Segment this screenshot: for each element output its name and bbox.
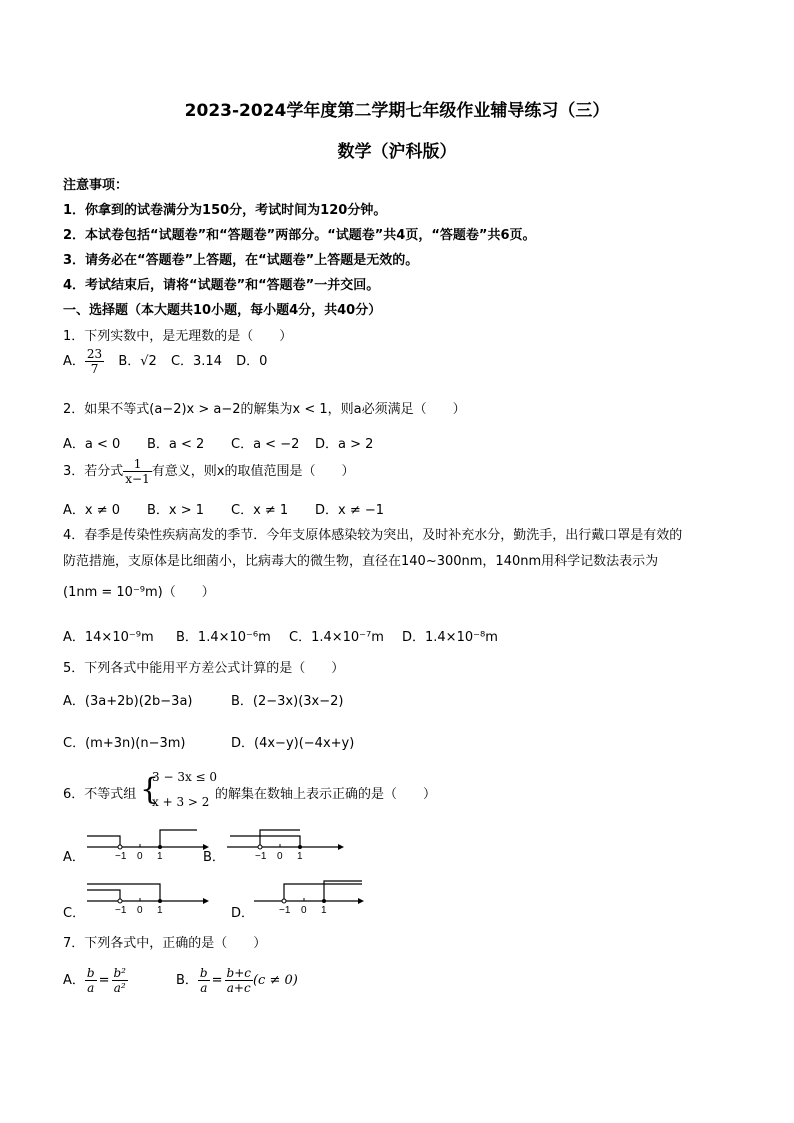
section-heading: 一、选择题（本大题共10小题，每小题4分，共40分）	[63, 303, 382, 318]
notice-item-3: 3．请务必在“答题卷”上答题，在“试题卷”上答题是无效的。	[63, 253, 419, 268]
q2-option-a: A．a < 0	[63, 437, 121, 452]
q6-a-tick-0: 0	[137, 851, 143, 862]
q6-brace: {	[140, 772, 160, 807]
q3-option-a: A．x ≠ 0	[63, 503, 121, 518]
q6-d-tick-0: 0	[301, 905, 307, 916]
q6-option-a-label: A．	[63, 850, 85, 865]
q6-stem-post: 的解集在数轴上表示正确的是（ ）	[215, 787, 437, 802]
notice-item-1: 1．你拿到的试卷满分为150分，考试时间为120分钟。	[63, 203, 387, 218]
q2-option-c: C．a < −2	[231, 437, 300, 452]
q1-option-b: B．√2	[118, 354, 157, 369]
q6-d-tick-1: 1	[321, 905, 327, 916]
q7-option-a: A． $\frac{b}{a}$ = $\frac{\text{b²}}{\text{a²}}$	[63, 966, 126, 995]
q4-line-1: 4．春季是传染性疾病高发的季节．今年支原体感染较为突出，及时补充水分，勤洗手，出行戴口罩是有效的	[63, 528, 683, 543]
q5-option-b: B．(2−3x)(3x−2)	[231, 694, 344, 709]
q4-line-2: 防范措施，支原体是比细菌小，比病毒大的微生物，直径在140~300nm，140nm用科学记数法表示为	[63, 554, 659, 569]
q2-option-d: D．a > 2	[315, 437, 374, 452]
q6-system-line-2: x + 3 > 2	[152, 795, 210, 809]
q1-option-a-label: A．	[63, 354, 85, 369]
page-title: 2023-2024学年度第二学期七年级作业辅导练习（三）	[184, 101, 610, 121]
notice-item-2: 2．本试卷包括“试题卷”和“答题卷”两部分。“试题卷”共4页，“答题卷”共6页。	[63, 228, 536, 243]
notice-item-4: 4．考试结束后，请将“试题卷”和“答题卷”一并交回。	[63, 278, 380, 293]
q2-stem: 2．如果不等式(a−2)x > a−2的解集为x < 1，则a必须满足（ ）	[63, 402, 466, 417]
q6-stem-pre: 6．不等式组	[63, 787, 137, 802]
q4-line-3: (1nm = 10⁻⁹m)（ ）	[63, 585, 215, 600]
q3-option-b: B．x > 1	[147, 503, 205, 518]
q5-stem: 5．下列各式中能用平方差公式计算的是（ ）	[63, 661, 345, 676]
q3-option-c: C．x ≠ 1	[231, 503, 289, 518]
q1-options	[63, 347, 267, 376]
q3-stem-pre: 3．若分式	[63, 464, 124, 479]
q6-c-tick-0: 0	[137, 905, 143, 916]
q6-option-c-label: C．	[63, 906, 86, 921]
q1-option-d: D．0	[236, 354, 268, 369]
q6-a-tick-1: 1	[157, 851, 163, 862]
q4-option-b: B．1.4×10⁻⁶m	[176, 630, 271, 645]
q7-stem: 7．下列各式中，正确的是（ ）	[63, 936, 267, 951]
q7-option-b: B． $\frac{b}{a}$ = $\frac{b+c}{a+c}$ (c ≠ 0)	[176, 966, 298, 995]
q6-number-line-c	[85, 878, 210, 918]
q5-option-d: D．(4x−y)(−4x+y)	[231, 736, 355, 751]
q1-option-c: C．3.14	[170, 354, 222, 369]
q4-option-c: C．1.4×10⁻⁷m	[289, 630, 384, 645]
q3-fraction: $\frac{1}{x-1}$	[125, 457, 150, 486]
q6-d-tick-neg1: −1	[279, 905, 291, 916]
q6-option-b-label: B．	[203, 850, 225, 865]
q6-b-tick-1: 1	[297, 851, 303, 862]
q6-a-tick-neg1: −1	[115, 851, 127, 862]
q6-option-d-label: D．	[231, 906, 255, 921]
notice-heading: 注意事项：	[63, 178, 129, 193]
q6-b-tick-neg1: −1	[255, 851, 267, 862]
q3-option-d: D．x ≠ −1	[315, 503, 385, 518]
q6-b-tick-0: 0	[277, 851, 283, 862]
q4-option-d: D．1.4×10⁻⁸m	[402, 630, 498, 645]
q5-option-a: A．(3a+2b)(2b−3a)	[63, 694, 193, 709]
q1-option-a-fraction: $\frac{23}{7}$	[86, 347, 103, 376]
q6-number-line-d	[252, 878, 367, 918]
q5-option-c: C．(m+3n)(n−3m)	[63, 736, 186, 751]
q6-c-tick-1: 1	[157, 905, 163, 916]
q6-system-line-1: 3 − 3x ≤ 0	[152, 770, 218, 784]
q6-c-tick-neg1: −1	[115, 905, 127, 916]
q7-option-b-label: B．	[176, 973, 198, 988]
q4-option-a: A．14×10⁻⁹m	[63, 630, 154, 645]
q2-option-b: B．a < 2	[147, 437, 205, 452]
q3-stem	[63, 457, 354, 486]
q6-number-line-b	[225, 824, 345, 864]
q3-stem-post: 有意义，则x的取值范围是（ ）	[151, 464, 355, 479]
q7-option-a-label: A．	[63, 973, 85, 988]
q1-stem: 1．下列实数中，是无理数的是（ ）	[63, 329, 293, 344]
q6-number-line-a	[85, 824, 210, 864]
page-subtitle: 数学（沪科版）	[337, 142, 457, 162]
